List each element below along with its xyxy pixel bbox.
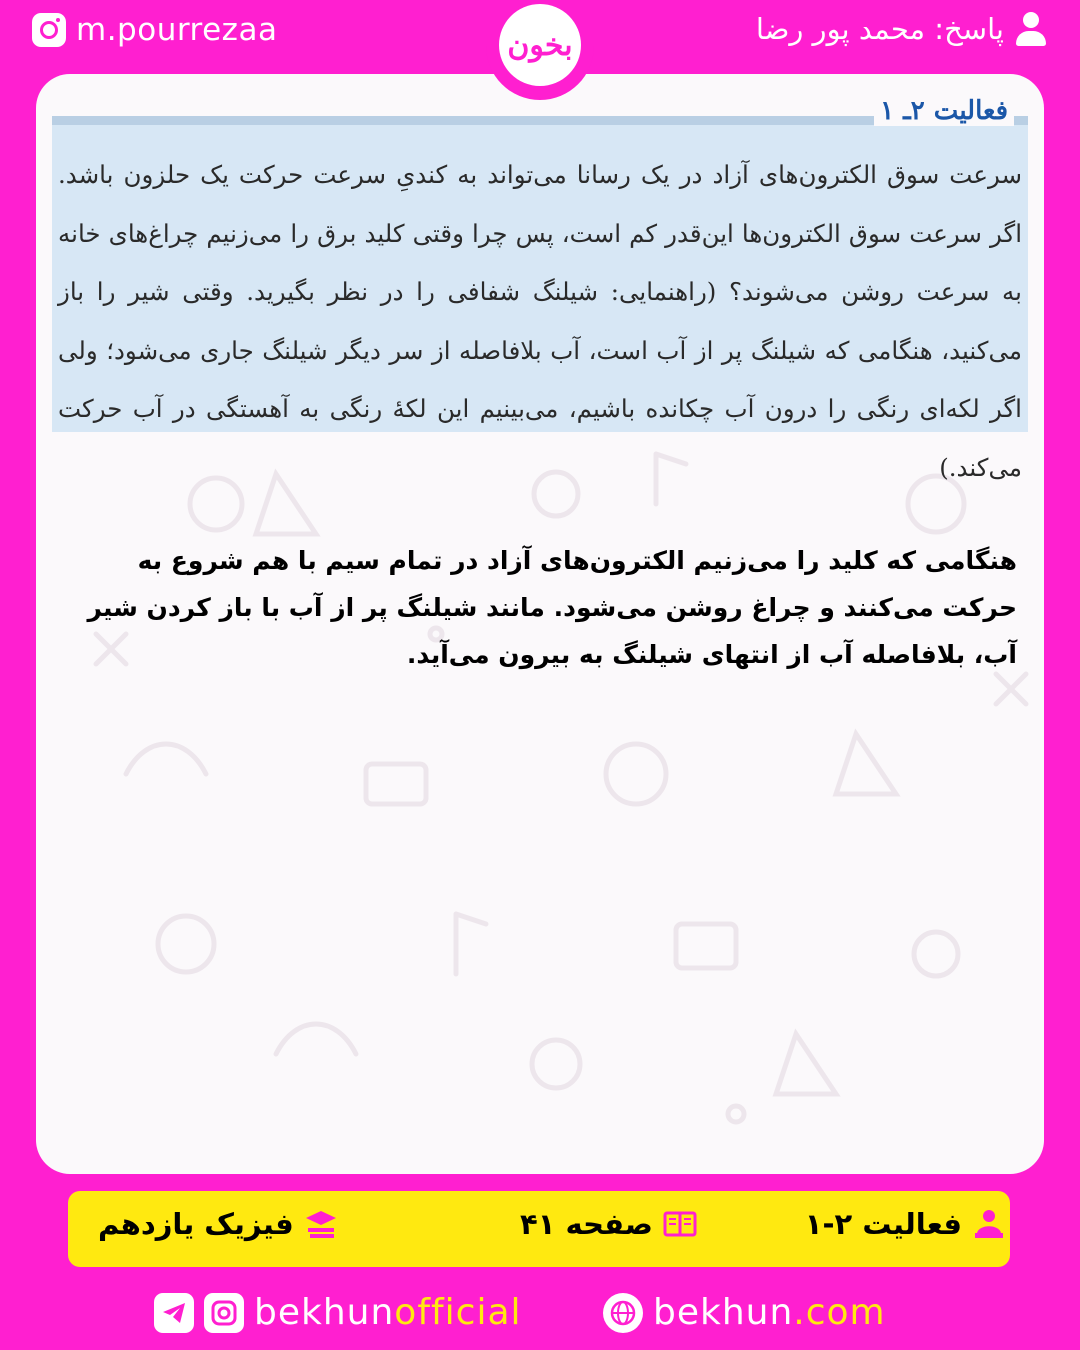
subject-name: فیزیک یازدهم <box>98 1207 294 1241</box>
site-suffix: .com <box>793 1292 886 1333</box>
user-icon <box>1016 12 1046 46</box>
instagram-icon <box>204 1293 244 1333</box>
telegram-icon <box>154 1293 194 1333</box>
content-card <box>36 74 1044 1174</box>
activity-label <box>805 1207 1006 1241</box>
social-link[interactable] <box>154 1292 522 1333</box>
graduation-cap-icon <box>304 1207 338 1241</box>
excerpt-text: سرعت سوق الکترون‌های آزاد در یک رسانا می‌تواند به کندیِ سرعت حرکت یک حلزون باشد. اگر سرعت سوق الکترون‌ها این‌قدر کم است، پس چرا وقتی کلید برق را می‌زنیم چراغ‌های خانه به سرعت روشن می‌شوند؟ (راهنمایی: شیلنگ شفافی را در نظر بگیرید. وقتی شیر را باز می‌کنید، هنگامی که شیلنگ پر از آب است، آب بلافاصله از سر دیگر شیلنگ جاری می‌شود؛ ولی اگر لکه‌ای رنگی را درون آب چکانده باشیم، می‌بینیم این لکهٔ رنگی به آهستگی در آب حرکت می‌کند.) <box>58 160 1022 482</box>
open-book-icon <box>663 1207 697 1241</box>
instagram-icon <box>32 13 66 47</box>
page-label <box>520 1207 697 1241</box>
excerpt-title: فعالیت ۲ـ ۱ <box>874 96 1014 126</box>
social-suffix: official <box>394 1292 522 1333</box>
textbook-excerpt <box>52 96 1028 482</box>
info-bar <box>68 1191 1010 1267</box>
teacher-icon <box>972 1207 1006 1241</box>
website-link[interactable] <box>603 1292 886 1333</box>
instagram-handle-link[interactable] <box>32 12 277 48</box>
answerer-credit <box>756 12 1046 46</box>
subject-label <box>98 1207 338 1241</box>
globe-icon <box>603 1293 643 1333</box>
activity-number: فعالیت ۲-۱ <box>804 1207 962 1241</box>
footer <box>0 1282 1080 1350</box>
logo-mark <box>499 4 581 86</box>
site-brand: bekhun <box>653 1292 794 1333</box>
logo-text: بخون <box>507 27 573 63</box>
page-number: صفحه ۴۱ <box>520 1207 653 1241</box>
instagram-handle: m.pourrezaa <box>76 12 278 48</box>
social-brand: bekhun <box>254 1292 395 1333</box>
answerer-name: پاسخ: محمد پور رضا <box>755 12 1004 46</box>
answer-text: هنگامی که کلید را می‌زنیم الکترون‌های آزاد در تمام سیم با هم شروع به حرکت می‌کنند و چراغ روشن می‌شود. مانند شیلنگ پر از آب با باز کردن شیر آب، بلافاصله آب از انتهای شیلنگ به بیرون می‌آید. <box>87 546 1017 669</box>
